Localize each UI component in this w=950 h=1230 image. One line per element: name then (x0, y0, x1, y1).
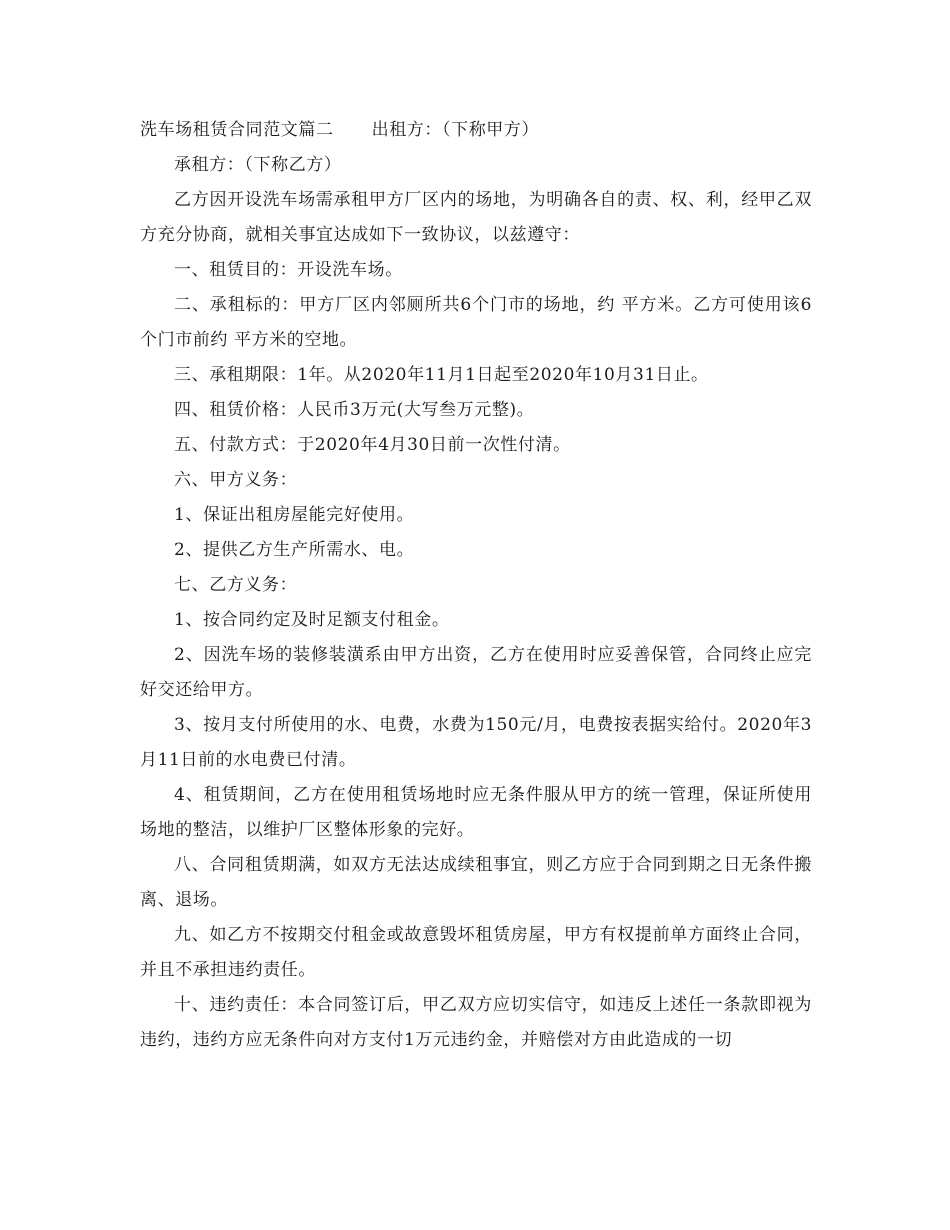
paragraph-lessee: 承租方：（下称乙方） (174, 155, 342, 175)
clause-1: 一、租赁目的：开设洗车场。 (174, 260, 403, 280)
clause-9: 九、如乙方不按期交付租金或故意毁坏租赁房屋，甲方有权提前单方面终止合同，并且不承担违约责任。 (140, 925, 812, 980)
clause-6-item-1: 1、保证出租房屋能完好使用。 (174, 505, 415, 525)
clause-4: 四、租赁价格：人民币3万元(大写叁万元整)。 (174, 400, 535, 420)
clause-7: 七、乙方义务： (174, 575, 298, 595)
clause-7-item-4: 4、租赁期间，乙方在使用租赁场地时应无条件服从甲方的统一管理，保证所使用场地的整洁，以维护厂区整体形象的完好。 (140, 785, 812, 840)
title-line (140, 113, 812, 148)
document-title: 洗车场租赁合同范文篇二 (140, 120, 334, 140)
paragraph-preamble: 乙方因开设洗车场需承租甲方厂区内的场地，为明确各自的责、权、利，经甲乙双方充分协商，就相关事宜达成如下一致协议，以兹遵守： (140, 190, 812, 245)
clause-7-item-3: 3、按月支付所使用的水、电费，水费为150元/月，电费按表据实给付。2020年3月11日前的水电费已付清。 (140, 715, 812, 770)
clause-3: 三、承租期限：1年。从2020年11月1日起至2020年10月31日止。 (174, 365, 709, 385)
clause-7-item-1: 1、按合同约定及时足额支付租金。 (174, 610, 450, 630)
clause-6-item-2: 2、提供乙方生产所需水、电。 (174, 540, 415, 560)
document-body (140, 113, 812, 1058)
clause-5: 五、付款方式：于2020年4月30日前一次性付清。 (174, 435, 571, 455)
clause-8: 八、合同租赁期满，如双方无法达成续租事宜，则乙方应于合同到期之日无条件搬离、退场。 (140, 855, 812, 910)
clause-7-item-2: 2、因洗车场的装修装潢系由甲方出资，乙方在使用时应妥善保管，合同终止应完好交还给甲方。 (140, 645, 812, 700)
clause-10: 十、违约责任：本合同签订后，甲乙双方应切实信守，如违反上述任一条款即视为违约，违约方应无条件向对方支付1万元违约金，并赔偿对方由此造成的一切 (140, 995, 812, 1050)
clause-6: 六、甲方义务： (174, 470, 298, 490)
clause-2: 二、承租标的：甲方厂区内邻厕所共6个门市的场地，约 平方米。乙方可使用该6个门市前约 平方米的空地。 (140, 295, 812, 350)
lessor-line: 出租方：（下称甲方） (371, 120, 540, 140)
